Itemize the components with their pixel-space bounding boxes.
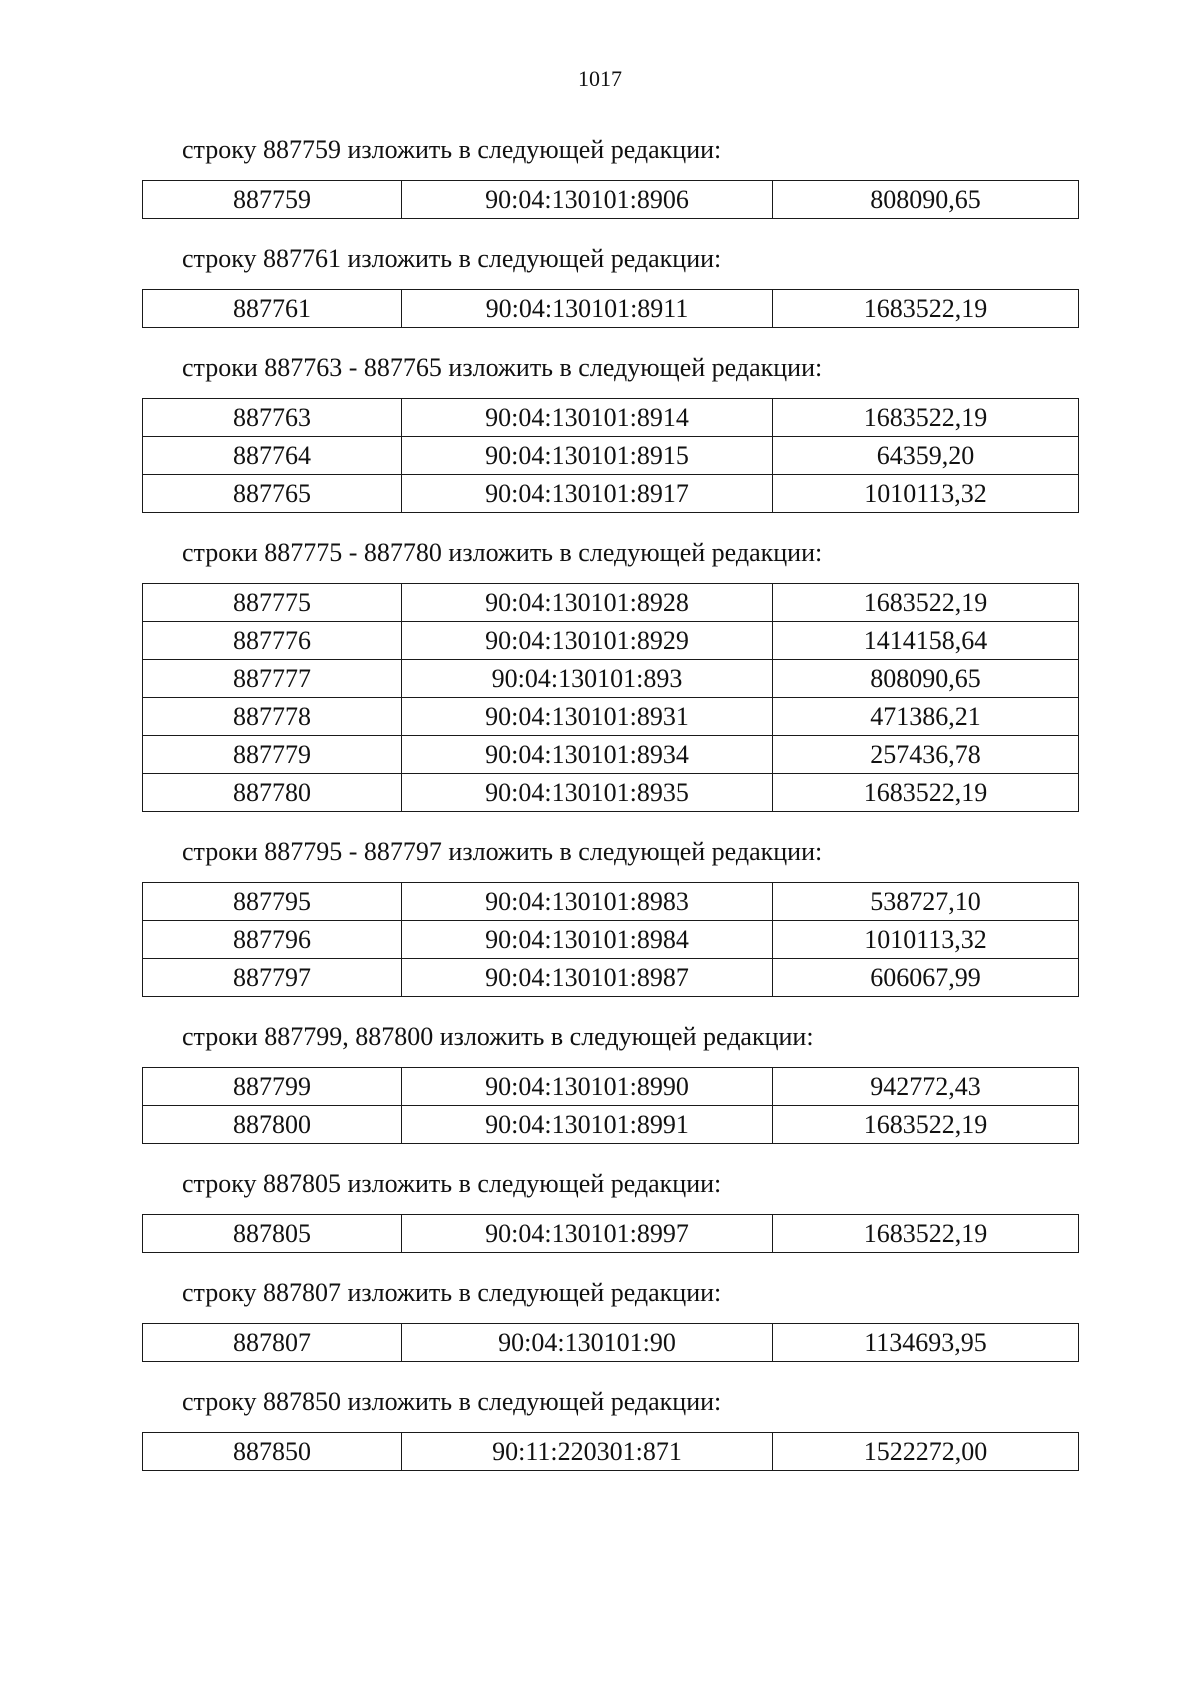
amendment-instruction: строки 887775 - 887780 изложить в следующей редакции: [182,538,823,567]
table-row [143,1106,1079,1144]
amendment-section [142,1386,1078,1471]
cadastral-number-cell: 90:04:130101:8935 [402,774,773,812]
value-cell: 1683522,19 [773,290,1079,328]
amendment-section [142,836,1078,997]
row-number-cell: 887800 [143,1106,402,1144]
cadastral-number-cell: 90:04:130101:90 [402,1324,773,1362]
cadastral-number-cell: 90:04:130101:8906 [402,181,773,219]
table-row [143,921,1079,959]
amendment-section [142,352,1078,513]
cadastral-number-cell: 90:04:130101:8984 [402,921,773,959]
row-number-cell: 887779 [143,736,402,774]
row-number-cell: 887795 [143,883,402,921]
amendment-table [142,289,1079,328]
table-row [143,437,1079,475]
table-row [143,959,1079,997]
cadastral-number-cell: 90:04:130101:8990 [402,1068,773,1106]
row-number-cell: 887776 [143,622,402,660]
row-number-cell: 887778 [143,698,402,736]
row-number-cell: 887764 [143,437,402,475]
row-number-cell: 887775 [143,584,402,622]
amendment-section [142,537,1078,812]
amendment-instruction: строку 887761 изложить в следующей редакции: [182,244,722,273]
table-row [143,399,1079,437]
value-cell: 1010113,32 [773,475,1079,513]
value-cell: 1683522,19 [773,1215,1079,1253]
value-cell: 1522272,00 [773,1433,1079,1471]
cadastral-number-cell: 90:04:130101:8983 [402,883,773,921]
amendment-section [142,243,1078,328]
amendment-table [142,1214,1079,1253]
cadastral-number-cell: 90:04:130101:8914 [402,399,773,437]
amendment-section [142,1277,1078,1362]
value-cell: 1683522,19 [773,399,1079,437]
amendment-section [142,134,1078,219]
amendment-instruction: строку 887805 изложить в следующей редакции: [182,1169,722,1198]
amendment-table [142,180,1079,219]
amendment-instruction: строки 887799, 887800 изложить в следующей редакции: [182,1022,814,1051]
value-cell: 64359,20 [773,437,1079,475]
amendment-table [142,882,1079,997]
row-number-cell: 887763 [143,399,402,437]
table-row [143,622,1079,660]
cadastral-number-cell: 90:04:130101:8931 [402,698,773,736]
page-number: 1017 [578,66,622,91]
cadastral-number-cell: 90:04:130101:8917 [402,475,773,513]
table-row [143,290,1079,328]
row-number-cell: 887765 [143,475,402,513]
value-cell: 1683522,19 [773,1106,1079,1144]
amendment-table [142,1067,1079,1144]
row-number-cell: 887761 [143,290,402,328]
value-cell: 471386,21 [773,698,1079,736]
row-number-cell: 887807 [143,1324,402,1362]
amendment-instruction: строки 887763 - 887765 изложить в следующей редакции: [182,353,823,382]
row-number-cell: 887799 [143,1068,402,1106]
cadastral-number-cell: 90:04:130101:8928 [402,584,773,622]
cadastral-number-cell: 90:04:130101:8987 [402,959,773,997]
amendment-instruction: строку 887850 изложить в следующей редакции: [182,1387,722,1416]
cadastral-number-cell: 90:04:130101:8915 [402,437,773,475]
table-row [143,475,1079,513]
value-cell: 808090,65 [773,660,1079,698]
value-cell: 1683522,19 [773,774,1079,812]
amendment-table [142,1323,1079,1362]
value-cell: 808090,65 [773,181,1079,219]
amendment-instruction: строки 887795 - 887797 изложить в следующей редакции: [182,837,823,866]
amendment-instruction: строку 887807 изложить в следующей редакции: [182,1278,722,1307]
amendment-table [142,398,1079,513]
amendment-instruction: строку 887759 изложить в следующей редакции: [182,135,722,164]
table-row [143,1068,1079,1106]
amendment-section [142,1168,1078,1253]
amendment-section [142,1021,1078,1144]
row-number-cell: 887805 [143,1215,402,1253]
amendment-table [142,1432,1079,1471]
table-row [143,774,1079,812]
table-row [143,660,1079,698]
row-number-cell: 887796 [143,921,402,959]
table-row [143,736,1079,774]
value-cell: 606067,99 [773,959,1079,997]
table-row [143,883,1079,921]
amendment-sections [142,134,1078,1495]
value-cell: 257436,78 [773,736,1079,774]
row-number-cell: 887797 [143,959,402,997]
value-cell: 1414158,64 [773,622,1079,660]
row-number-cell: 887780 [143,774,402,812]
cadastral-number-cell: 90:04:130101:893 [402,660,773,698]
value-cell: 538727,10 [773,883,1079,921]
table-row [143,698,1079,736]
value-cell: 1010113,32 [773,921,1079,959]
value-cell: 942772,43 [773,1068,1079,1106]
table-row [143,1433,1079,1471]
row-number-cell: 887759 [143,181,402,219]
value-cell: 1683522,19 [773,584,1079,622]
cadastral-number-cell: 90:04:130101:8929 [402,622,773,660]
amendment-table [142,583,1079,812]
row-number-cell: 887777 [143,660,402,698]
table-row [143,181,1079,219]
cadastral-number-cell: 90:04:130101:8991 [402,1106,773,1144]
cadastral-number-cell: 90:04:130101:8997 [402,1215,773,1253]
cadastral-number-cell: 90:04:130101:8911 [402,290,773,328]
cadastral-number-cell: 90:04:130101:8934 [402,736,773,774]
table-row [143,1215,1079,1253]
table-row [143,1324,1079,1362]
table-row [143,584,1079,622]
value-cell: 1134693,95 [773,1324,1079,1362]
row-number-cell: 887850 [143,1433,402,1471]
cadastral-number-cell: 90:11:220301:871 [402,1433,773,1471]
